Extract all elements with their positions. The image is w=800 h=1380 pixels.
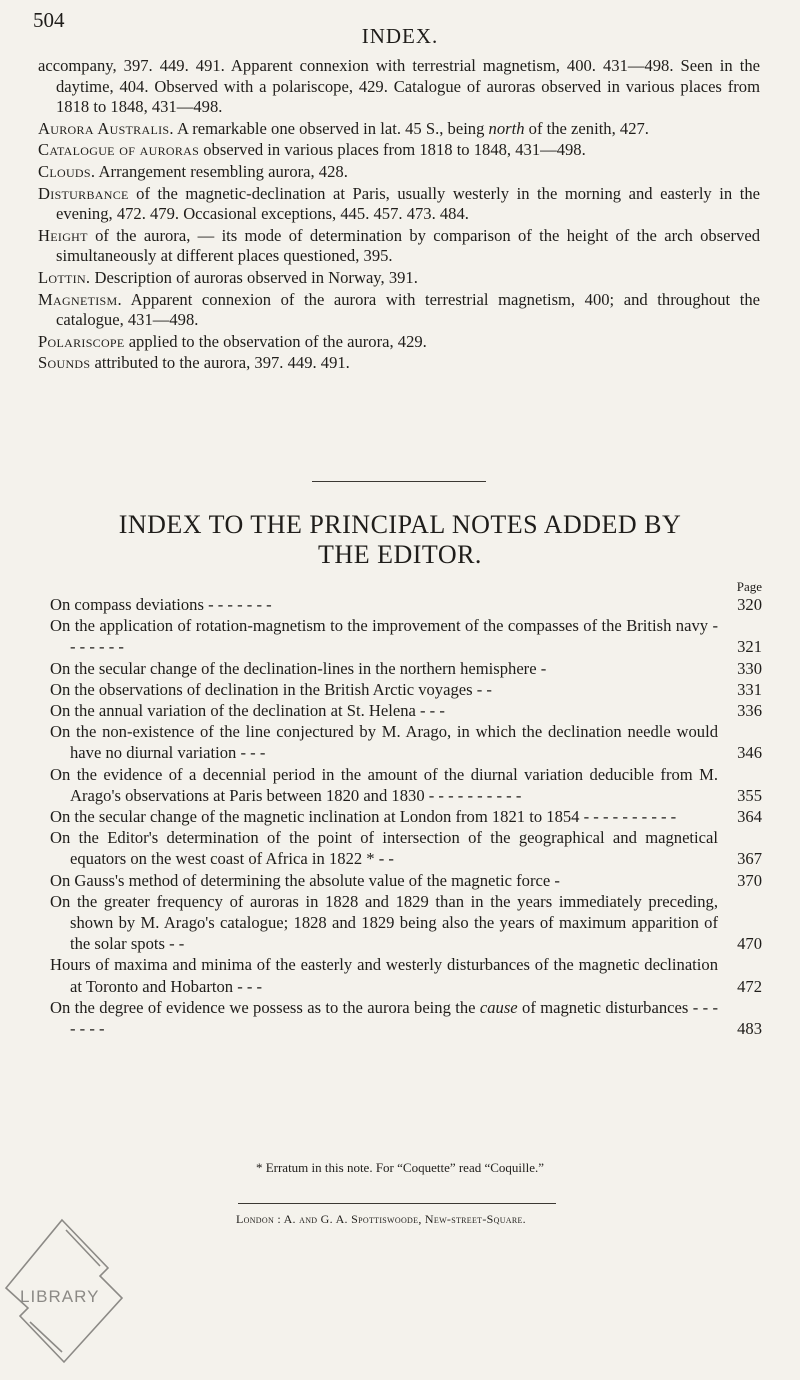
stamp-inner-line <box>30 1322 62 1352</box>
stamp-label: LIBRARY <box>20 1287 100 1306</box>
note-item: Hours of maxima and minima of the easterly and westerly disturbances of the magnetic declination at Toronto and Hobarton - - - 472 <box>50 955 762 996</box>
index-entry-head: Polariscope <box>38 331 125 351</box>
note-item: On Gauss's method of determining the absolute value of the magnetic force - 370 <box>50 870 762 890</box>
note-page: 370 <box>737 870 762 890</box>
index-entry: accompany, 397. 449. 491. Apparent connexion with terrestrial magnetism, 400. 431—498. Seen in the daytime, 404. Observed with a polariscope, 429. Catalogue of auroras observed in various places from 1818 to 1848, 431—498. <box>38 56 760 117</box>
note-page: 472 <box>737 976 762 996</box>
note-page: 470 <box>737 934 762 954</box>
note-page: 330 <box>737 658 762 678</box>
index-entry-head: Disturbance <box>38 183 129 203</box>
note-item: On the annual variation of the declination at St. Helena - - - 336 <box>50 701 762 721</box>
note-item: On the evidence of a decennial period in the amount of the diurnal variation deducible from M. Arago's observations at Paris between 1820 and 1830 - - - - - - - - - - 355 <box>50 764 762 805</box>
index-entry: Clouds. Arrangement resembling aurora, 428. <box>38 161 348 181</box>
note-page: 346 <box>737 743 762 763</box>
index-entry-head: Lottin. <box>38 267 91 287</box>
note-item: On compass deviations - - - - - - - 320 <box>50 595 762 614</box>
note-item: On the secular change of the declination-lines in the northern hemisphere - 330 <box>50 658 762 678</box>
index-entry: Catalogue of auroras observed in various places from 1818 to 1848, 431—498. <box>38 140 586 160</box>
note-item: On the non-existence of the line conjectured by M. Arago, in which the declination needle would have no diurnal variation - - - 346 <box>50 722 762 763</box>
note-item: On the Editor's determination of the point of intersection of the geographical and magnetical equators on the west coast of Africa in 1822 * - - 367 <box>50 828 762 869</box>
page-column-label: Page <box>736 579 762 594</box>
printer-imprint: London : A. and G. A. Spottiswoode, New-street-Square. <box>236 1212 526 1226</box>
note-page: 364 <box>737 807 762 827</box>
library-stamp <box>0 1212 140 1380</box>
notes-index-title: INDEX TO THE PRINCIPAL NOTES ADDED BY THE EDITOR. <box>118 510 682 569</box>
running-title: INDEX. <box>361 24 439 48</box>
note-page: 321 <box>737 637 762 657</box>
page-number: 504 <box>33 8 65 32</box>
imprint-divider <box>238 1203 556 1204</box>
index-entry-head: Clouds. <box>38 161 96 181</box>
note-page: 320 <box>737 595 762 614</box>
note-page: 355 <box>737 785 762 805</box>
note-item: On the application of rotation-magnetism to the improvement of the compasses of the British navy - - - - - - - 321 <box>50 616 762 657</box>
note-page: 367 <box>737 849 762 869</box>
index-entry: Disturbance of the magnetic-declination at Paris, usually westerly in the morning and easterly in the evening, 472. 479. Occasional exceptions, 445. 457. 473. 484. <box>38 183 760 224</box>
stamp-inner-line <box>66 1230 100 1266</box>
index-entry: Magnetism. Apparent connexion of the aurora with terrestrial magnetism, 400; and throughout the catalogue, 431—498. <box>38 289 760 330</box>
note-page: 336 <box>737 701 762 721</box>
index-entry-head: Catalogue of auroras <box>38 140 200 160</box>
note-page: 483 <box>737 1019 762 1039</box>
erratum-note: * Erratum in this note. For “Coquette” read “Coquille.” <box>255 1160 545 1175</box>
note-item: On the secular change of the magnetic inclination at London from 1821 to 1854 - - - - - - - - - - 364 <box>50 807 762 827</box>
index-entries <box>38 56 760 375</box>
index-entry: Sounds attributed to the aurora, 397. 449. 491. <box>38 353 350 373</box>
index-entry-head: Height <box>38 225 88 245</box>
note-page: 331 <box>737 679 762 699</box>
note-item: On the greater frequency of auroras in 1828 and 1829 than in the years immediately preceding, shown by M. Arago's catalogue; 1828 and 1829 being also the years of maximum apparition of the solar spots - - 470 <box>50 891 762 954</box>
index-entry: Polariscope applied to the observation of the aurora, 429. <box>38 331 427 351</box>
note-item: On the observations of declination in the British Arctic voyages - - 331 <box>50 679 762 699</box>
section-divider <box>312 481 486 482</box>
index-entry: Aurora Australis. A remarkable one observed in lat. 45 S., being north of the zenith, 427. <box>38 118 649 138</box>
index-entry-head: Magnetism. <box>38 289 122 309</box>
index-entry: Lottin. Description of auroras observed in Norway, 391. <box>38 267 418 287</box>
index-entry: Height of the aurora, — its mode of determination by comparison of the height of the arch observed simultaneously at different places questioned, 395. <box>38 225 760 266</box>
notes-index-list <box>50 580 762 1039</box>
note-item: On the degree of evidence we possess as to the aurora being the cause of magnetic disturbances - - - - - - - 483 <box>50 997 762 1039</box>
index-entry-head: Sounds <box>38 353 91 373</box>
index-entry-head: Aurora Australis. <box>38 118 174 138</box>
